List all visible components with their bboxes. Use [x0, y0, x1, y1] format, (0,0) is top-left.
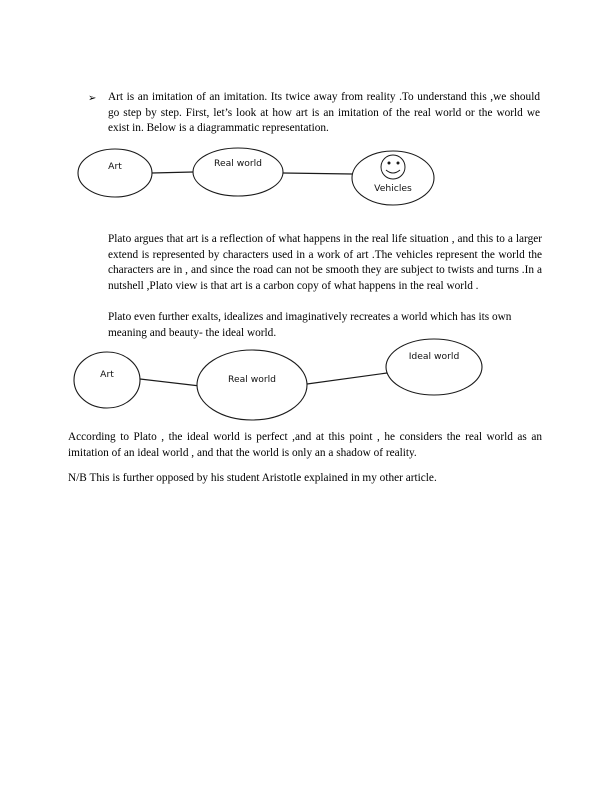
- node-real-world: [193, 148, 283, 196]
- node-art-label: Art: [108, 161, 122, 172]
- paragraph-according-to-plato: According to Plato , the ideal world is perfect ,and at this point , he considers the real world as an imitation of an ideal world , and that the world is only an a shadow of reality.: [68, 431, 542, 459]
- smiley-left-eye-icon: [388, 162, 391, 165]
- node-real-world-2: [197, 350, 307, 420]
- node-real-world-2-label: Real world: [227, 374, 277, 385]
- diagram-art-realworld-idealworld: [60, 332, 500, 420]
- paragraph-note: N/B This is further opposed by his student Aristotle explained in my other article.: [68, 472, 437, 484]
- bullet-arrow-icon: ➢: [88, 93, 97, 104]
- bullet-paragraph: [88, 90, 540, 137]
- paragraph-plato-argues: Plato argues that art is a reflection of what happens in the real life situation , and this to a larger extend is represented by characters used in a work of art .The vehicles represent the world the characters are in , and since the road can not be smooth they are subject to twists and turns .In a nutshell ,Plato view is that art is a carbon copy of what happens in the real world .: [108, 233, 542, 292]
- connector-real-world-to-vehicles: [283, 173, 352, 174]
- node-vehicles: [352, 151, 434, 205]
- node-real-world-label: Real world: [213, 158, 263, 169]
- paragraph-plato-exalts: Plato even further exalts, idealizes and imaginatively recreates a world which has its own meaning and beauty- the ideal world.: [108, 311, 512, 339]
- node-vehicles-label: Vehicles: [374, 183, 412, 194]
- connector-art-to-real-world-2: [140, 379, 200, 386]
- connector-real-world-to-ideal-world: [307, 373, 387, 384]
- node-art: [78, 149, 152, 197]
- node-ideal-world-label: Ideal world: [408, 351, 460, 362]
- smiley-right-eye-icon: [397, 162, 400, 165]
- node-art-2: [74, 352, 140, 408]
- node-ideal-world: [386, 339, 482, 395]
- bullet-paragraph-text: Art is an imitation of an imitation. Its twice away from reality .To understand this ,we should go step by step. First, let’s look at how art is an imitation of the real world or the world we exist in. Below is a diagrammatic representation.: [108, 91, 540, 135]
- node-art-2-label: Art: [100, 369, 114, 380]
- diagram-art-realworld-vehicles: [60, 140, 460, 212]
- connector-art-to-real-world: [152, 172, 193, 173]
